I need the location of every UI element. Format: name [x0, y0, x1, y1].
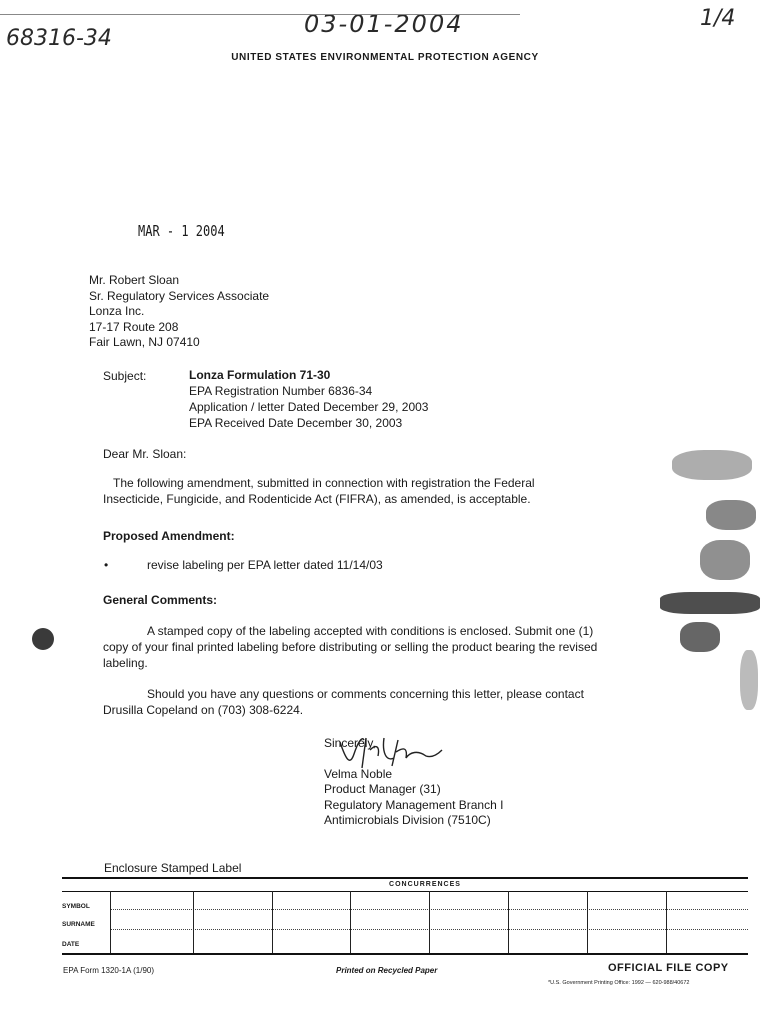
signature-block	[324, 736, 503, 829]
signature-closing: Sincerely,	[324, 736, 376, 750]
scan-artifact-smudge	[706, 500, 756, 530]
agency-header: UNITED STATES ENVIRONMENTAL PROTECTION AGENCY	[231, 52, 539, 63]
recipient-name: Mr. Robert Sloan	[89, 273, 180, 287]
recipient-company: Lonza Inc.	[89, 304, 145, 318]
column-divider	[508, 891, 509, 953]
concurrences-table	[62, 877, 748, 957]
signatory-title: Product Manager (31)	[324, 782, 441, 796]
amendment-item: revise labeling per EPA letter dated 11/14/03	[147, 558, 383, 572]
row-label-symbol: SYMBOL	[62, 903, 90, 910]
subject-label: Subject:	[103, 369, 147, 383]
scan-artifact-smudge	[660, 592, 760, 614]
contact-line-1: Should you have any questions or comments concerning this letter, please contact	[147, 687, 584, 701]
subject-block	[189, 367, 428, 431]
column-divider	[666, 891, 667, 953]
salutation: Dear Mr. Sloan:	[103, 447, 187, 461]
signatory-branch: Regulatory Management Branch I	[324, 797, 504, 812]
subject-product: Lonza Formulation 71-30	[189, 368, 331, 382]
column-divider	[429, 891, 430, 953]
comment-line-1: A stamped copy of the labeling accepted with conditions is enclosed. Submit one (1)	[147, 624, 594, 638]
row-label-surname: SURNAME	[62, 921, 95, 928]
handwritten-reg-number: 68316-34	[6, 26, 112, 51]
official-file-copy: OFFICIAL FILE COPY	[608, 962, 729, 974]
column-divider	[587, 891, 588, 953]
contact-paragraph	[103, 686, 683, 718]
subject-received: EPA Received Date December 30, 2003	[189, 416, 403, 430]
column-divider	[110, 891, 111, 953]
enclosure-note: Enclosure Stamped Label	[104, 861, 242, 875]
intro-paragraph	[103, 475, 663, 507]
recipient-city: Fair Lawn, NJ 07410	[89, 335, 200, 349]
contact-line-2: Drusilla Copeland on (703) 308-6224.	[103, 703, 304, 717]
subject-application: Application / letter Dated December 29, 2003	[189, 400, 429, 414]
comment-line-2: copy of your final printed labeling before distributing or selling the product bearing the revised	[103, 640, 598, 654]
handwritten-page-number: 1/4	[700, 6, 736, 31]
printing-office-note: *U.S. Government Printing Office: 1992 — 620-988/40672	[548, 980, 690, 986]
subject-reg-number: EPA Registration Number 6836-34	[189, 384, 373, 398]
form-number: EPA Form 1320-1A (1/90)	[63, 966, 155, 975]
top-scan-line	[0, 14, 520, 15]
comment-line-3: labeling.	[103, 656, 148, 670]
scan-artifact-smudge	[672, 450, 752, 480]
scan-artifact-smudge	[740, 650, 758, 710]
signatory-division: Antimicrobials Division (7510C)	[324, 813, 491, 827]
scan-artifact-smudge	[680, 622, 720, 652]
column-divider	[350, 891, 351, 953]
comments-paragraph	[103, 623, 683, 671]
signatory-name: Velma Noble	[324, 766, 393, 781]
proposed-amendment-heading: Proposed Amendment:	[103, 529, 235, 543]
column-divider	[193, 891, 194, 953]
bullet-marker: •	[104, 558, 109, 572]
recycled-paper-note: Printed on Recycled Paper	[336, 966, 438, 975]
scan-artifact-dot	[32, 628, 54, 650]
handwritten-date: 03-01-2004	[304, 10, 464, 38]
recipient-street: 17-17 Route 208	[89, 319, 179, 334]
concurrences-header: CONCURRENCES	[62, 877, 748, 892]
column-divider	[272, 891, 273, 953]
scan-artifact-smudge	[700, 540, 750, 580]
table-bottom-rule	[62, 953, 748, 955]
row-label-date: DATE	[62, 941, 80, 948]
recipient-address	[89, 273, 269, 351]
general-comments-heading: General Comments:	[103, 593, 218, 607]
intro-line-1: The following amendment, submitted in connection with registration the Federal	[113, 476, 535, 490]
intro-line-2: Insecticide, Fungicide, and Rodenticide Act (FIFRA), as amended, is acceptable.	[103, 492, 531, 506]
received-date-stamp: MAR - 1 2004	[138, 222, 225, 240]
recipient-title: Sr. Regulatory Services Associate	[89, 288, 270, 303]
